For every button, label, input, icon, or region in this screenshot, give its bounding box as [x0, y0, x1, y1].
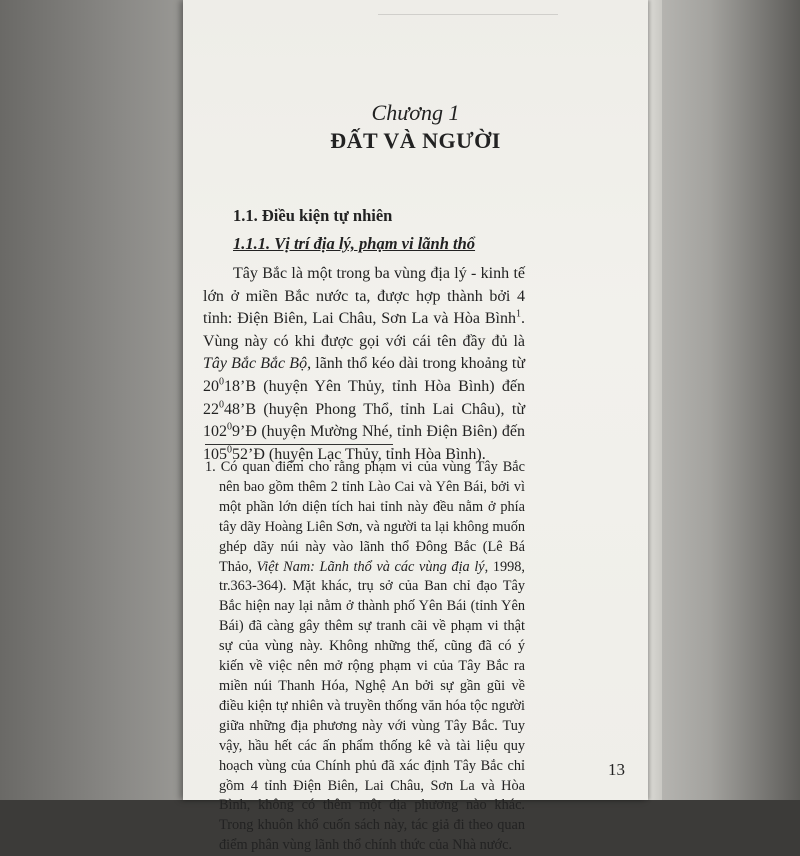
background-right: [650, 0, 800, 800]
body-text-run: 18’B (huyện Yên Thủy, tỉnh Hòa Bình) đến 22: [203, 377, 525, 418]
footnote: [205, 458, 525, 856]
body-text-run: . Vùng này có khi được gọi với cái tên đầy đủ là: [203, 310, 525, 350]
chapter-title: ĐẤT VÀ NGƯỜI: [330, 128, 501, 153]
body-text-run: 52’Đ (huyện Lạc Thủy, tỉnh Hòa Bình).: [232, 445, 486, 463]
subsection-heading: 1.1.1. Vị trí địa lý, phạm vi lãnh thổ: [233, 234, 476, 253]
footnote-marker: 1: [516, 308, 521, 320]
degree-sup: 0: [219, 399, 224, 411]
degree-sup: 0: [227, 444, 232, 456]
page-number: 13: [608, 760, 625, 779]
degree-sup: 0: [219, 376, 224, 388]
footnote-text-run: , 1998, tr.363-364). Mặt khác, trụ sở của Ban chỉ đạo Tây Bắc hiện nay lại nằm ở thành phố Yên Bái (tỉnh Yên Bái) đã càng gây thêm sự tranh cãi về phạm vi thật sự của vùng này. Không những thế, cũng đã có ý kiến về việc nên mở rộng phạm vi của Tây Bắc ra miền núi Thanh Hóa, Nghệ An bởi sự gần gũi về điều kiện tự nhiên và truyền thống văn hóa tộc người giữa những địa phương này với vùng Tây Bắc. Tuy vậy, hầu hết các ấn phẩm thống kê và tài liệu quy hoạch vùng của Chính phủ đã xác định Tây Bắc chỉ gồm 4 tỉnh Điện Biên, Lai Châu, Sơn La và Hòa Bình, không có thêm một địa phương nào khác. Trong khuôn khổ cuốn sách này, tác giả đi theo quan điểm phân vùng lãnh thổ chính thức của Nhà nước.: [219, 558, 526, 854]
body-text-run: Tây Bắc là một trong ba vùng địa lý - kinh tế lớn ở miền Bắc nước ta, được hợp thành bởi 4 tỉnh: Điện Biên, Lai Châu, Sơn La và Hòa Bình: [203, 265, 525, 328]
background-left: [0, 0, 200, 800]
degree-sup: 0: [227, 421, 232, 433]
chapter-label: Chương 1: [371, 100, 460, 125]
book-page: [183, 0, 648, 854]
body-text-run: , lãnh thổ kéo dài trong khoảng từ 20: [203, 355, 525, 395]
body-text-run: 9’Đ (huyện Mường Nhé, tỉnh Điện Biên) đến 105: [203, 423, 525, 463]
footnote-italic-title: Việt Nam: Lãnh thổ và các vùng địa lý: [256, 558, 485, 575]
section-heading: 1.1. Điều kiện tự nhiên: [233, 206, 393, 225]
footnote-text-run: 1. Có quan điểm cho rằng phạm vi của vùng Tây Bắc nên bao gồm thêm 2 tỉnh Lào Cai và Yên Bái, bởi vì một phần lớn diện tích hai tỉnh này đều nằm ở phía tây dãy Hoàng Liên Sơn, và người ta lại không muốn ghép dãy núi này vào lãnh thổ Đông Bắc (Lê Bá Thảo,: [205, 459, 525, 575]
body-italic-term: Tây Bắc Bắc Bộ: [203, 355, 308, 373]
footnote-divider: [205, 444, 393, 445]
faint-bleedthrough: [378, 14, 558, 21]
body-paragraph: [203, 263, 525, 466]
body-text-run: 48’B (huyện Phong Thổ, tỉnh Lai Châu), từ 102: [203, 400, 525, 441]
